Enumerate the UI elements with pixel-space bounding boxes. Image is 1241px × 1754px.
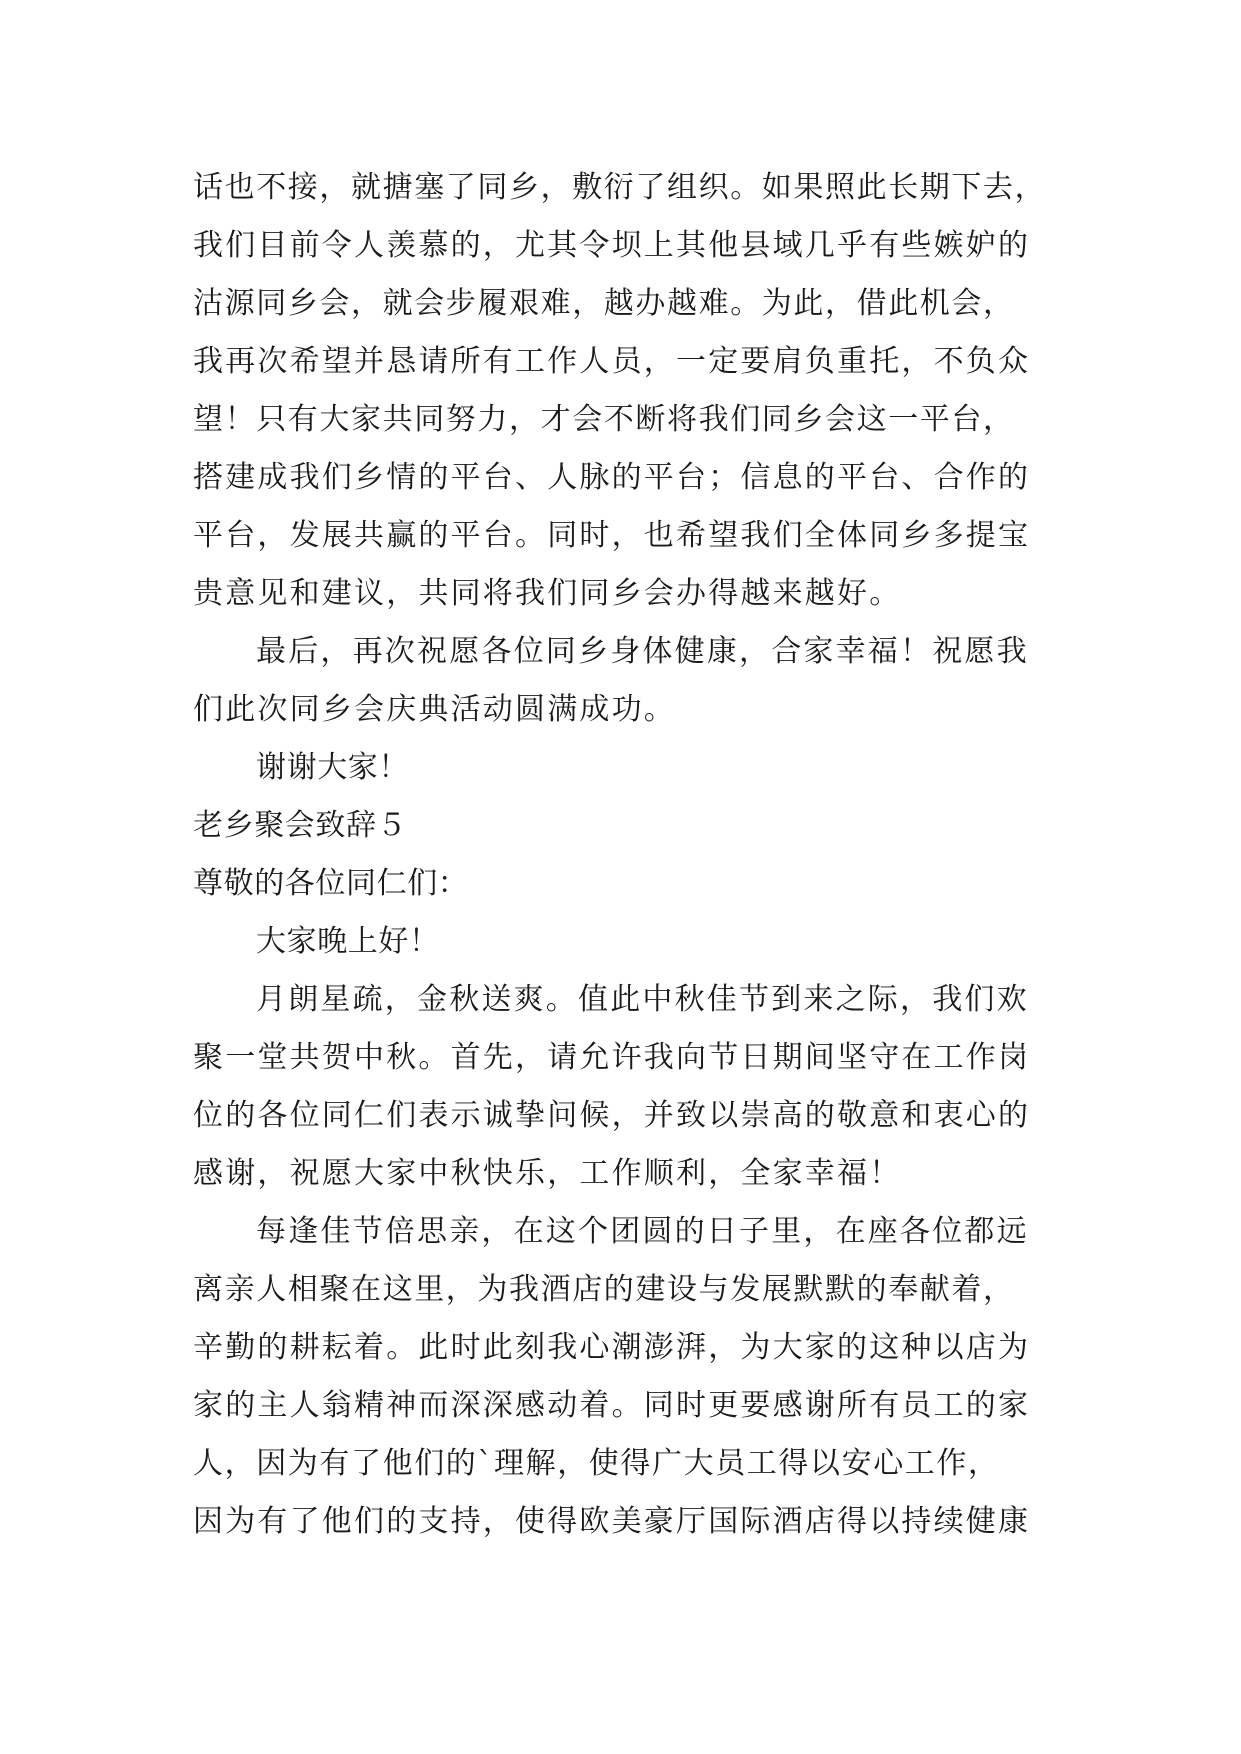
paragraph-line: 谢谢大家！ (256, 750, 409, 785)
paragraph-line: 搭建成我们乡情的平台、人脉的平台；信息的平台、合作的 (193, 460, 1031, 495)
document-body (193, 159, 1073, 1551)
paragraph-line: 我们目前令人羡慕的，尤其令坝上其他县域几乎有些嫉妒的 (193, 228, 1031, 263)
paragraph-line: 平台，发展共赢的平台。同时，也希望我们全体同乡多提宝 (193, 518, 1031, 553)
paragraph-line: 话也不接，就搪塞了同乡，敷衍了组织。如果照此长期下去， (193, 170, 1047, 205)
paragraph-line: 聚一堂共贺中秋。首先，请允许我向节日期间坚守在工作岗 (193, 1040, 1031, 1075)
paragraph-line: 望！只有大家共同努力，才会不断将我们同乡会这一平台， (193, 402, 1015, 437)
paragraph-line: 因为有了他们的支持，使得欧美豪厅国际酒店得以持续健康 (193, 1504, 1031, 1539)
section-heading: 老乡聚会致辞５ (193, 808, 408, 843)
paragraph-line: 贵意见和建议，共同将我们同乡会办得越来越好。 (193, 576, 902, 611)
paragraph-line: 我再次希望并恳请所有工作人员，一定要肩负重托，不负众 (193, 344, 1031, 379)
paragraph-line: 月朗星疏，金秋送爽。值此中秋佳节到来之际，我们欢 (256, 982, 1029, 1017)
paragraph-line: 们此次同乡会庆典活动圆满成功。 (193, 692, 676, 727)
paragraph-line: 每逢佳节倍思亲，在这个团圆的日子里，在座各位都远 (256, 1214, 1029, 1249)
greeting: 大家晚上好！ (256, 924, 440, 959)
paragraph-line: 辛勤的耕耘着。此时此刻我心潮澎湃，为大家的这种以店为 (193, 1330, 1031, 1365)
salutation: 尊敬的各位同仁们： (193, 866, 469, 901)
paragraph-line: 人，因为有了他们的`理解，使得广大员工得以安心工作， (193, 1446, 1000, 1481)
paragraph-line: 感谢，祝愿大家中秋快乐，工作顺利，全家幸福！ (193, 1156, 902, 1191)
paragraph-line: 最后，再次祝愿各位同乡身体健康，合家幸福！祝愿我 (256, 634, 1029, 669)
paragraph-line: 沽源同乡会，就会步履艰难，越办越难。为此，借此机会， (193, 286, 1015, 321)
paragraph-line: 位的各位同仁们表示诚挚问候，并致以崇高的敬意和衷心的 (193, 1098, 1031, 1133)
paragraph-line: 家的主人翁精神而深深感动着。同时更要感谢所有员工的家 (193, 1388, 1031, 1423)
paragraph-line: 离亲人相聚在这里，为我酒店的建设与发展默默的奉献着， (193, 1272, 1015, 1307)
